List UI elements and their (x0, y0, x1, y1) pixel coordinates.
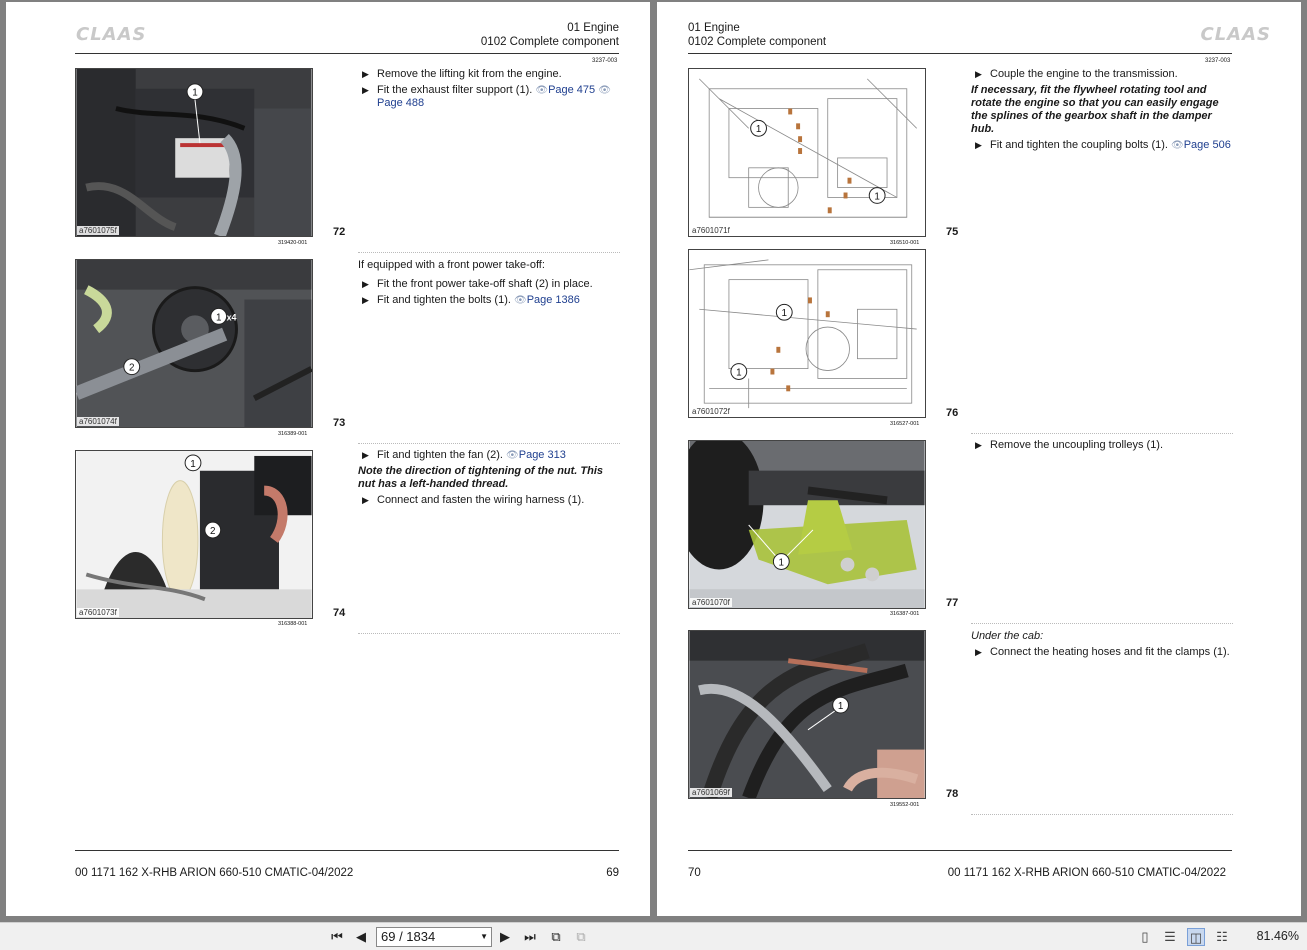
figure-76 (688, 249, 926, 418)
header-chapter: 01 Engine (567, 22, 619, 34)
step-number: 77 (946, 597, 959, 609)
header-section: 0102 Complete component (480, 36, 619, 48)
step-separator (358, 252, 620, 253)
step-74-text (358, 449, 620, 510)
figure-74 (75, 450, 313, 619)
triangle-bullet-icon: ▶ (975, 69, 982, 79)
step-78-text (971, 630, 1233, 662)
triangle-bullet-icon: ▶ (975, 647, 982, 657)
figure-78 (688, 630, 926, 799)
svg-text:1: 1 (736, 367, 742, 379)
instruction-bullet: ▶ Fit and tighten the bolts (1). 👁Page 1386 (362, 294, 580, 306)
figure-ref: 316510-001 (890, 240, 920, 246)
step-separator (358, 443, 620, 444)
figure-code: a7601072f (692, 407, 730, 416)
figure-ref: 316388-001 (278, 621, 308, 627)
triangle-bullet-icon: ▶ (975, 140, 982, 150)
svg-text:1: 1 (215, 312, 222, 324)
svg-text:x4: x4 (226, 312, 237, 323)
tractor-photo-77 (689, 441, 925, 608)
facing-pages-icon[interactable]: ◫ (1187, 928, 1205, 946)
note-text: Note the direction of tightening of the nut. This nut has a left-handed thread. (358, 465, 604, 490)
triangle-bullet-icon: ▶ (362, 279, 369, 289)
footer-doc: 00 1171 162 X-RHB ARION 660-510 CMATIC-04/2022 (947, 867, 1226, 879)
instruction-bullet: ▶ Fit and tighten the coupling bolts (1). 👁Page 506 (975, 139, 1231, 151)
figure-code: a7601071f (692, 226, 730, 235)
doc-reference: 3237-003 (592, 58, 618, 64)
step-number: 74 (333, 607, 346, 619)
page-indicator: 69 / 1834 (381, 929, 436, 944)
doc-reference: 3237-003 (1205, 58, 1231, 64)
page-number-input[interactable] (376, 927, 492, 947)
svg-text:1: 1 (874, 191, 880, 203)
figure-ref: 319552-001 (890, 802, 920, 808)
svg-text:1: 1 (781, 308, 788, 320)
skip-last-icon[interactable]: ⏭ (524, 929, 536, 944)
svg-text:1: 1 (192, 87, 198, 99)
figure-code: a7601070f (692, 598, 730, 607)
eye-icon: 👁 (506, 450, 519, 461)
single-page-icon[interactable]: ▯ (1141, 929, 1149, 944)
step-separator (971, 433, 1233, 434)
figure-73 (75, 259, 313, 428)
triangle-bullet-icon: ▶ (362, 295, 369, 305)
footer-page-number: 70 (688, 867, 701, 879)
engine-photo-73 (76, 260, 312, 427)
claas-logo: CLAAS (76, 24, 147, 45)
page-70 (657, 2, 1301, 916)
drawing-75 (689, 69, 925, 236)
figure-77 (688, 440, 926, 609)
viewer-toolbar (0, 922, 1307, 950)
figure-ref: 319420-001 (278, 240, 308, 246)
figure-ref: 316387-001 (890, 611, 920, 617)
step-separator (358, 633, 620, 634)
skip-first-icon[interactable]: ⏮ (331, 929, 343, 944)
step-separator (971, 814, 1233, 815)
figure-72 (75, 68, 313, 237)
header-section: 0102 Complete component (688, 36, 827, 48)
engine-photo-74 (76, 451, 312, 618)
svg-text:2: 2 (128, 362, 135, 374)
triangle-bullet-icon: ▶ (975, 440, 982, 450)
step-number: 76 (946, 407, 959, 419)
step-number: 73 (333, 417, 346, 429)
instruction-bullet: ▶ Remove the uncoupling trolleys (1). (975, 439, 1164, 451)
instruction-bullet: ▶ Remove the lifting kit from the engine. (362, 68, 562, 80)
page-link[interactable]: Page 1386 (526, 294, 580, 306)
instruction-bullet: ▶ Couple the engine to the transmission. (975, 68, 1178, 80)
location-text: Under the cab: (971, 630, 1044, 642)
header-rule (75, 53, 619, 54)
prev-icon[interactable]: ◀ (356, 929, 366, 944)
svg-text:2: 2 (210, 526, 216, 538)
svg-text:1: 1 (778, 557, 785, 569)
figure-code: a7601074f (79, 417, 117, 426)
engine-photo-72 (76, 69, 312, 236)
chevron-down-icon[interactable]: ▼ (480, 932, 488, 941)
footer-rule (75, 850, 619, 851)
instruction-bullet: ▶ Fit the exhaust filter support (1). 👁Page 475 👁Page 488 (362, 84, 611, 109)
triangle-bullet-icon: ▶ (362, 450, 369, 460)
figure-ref: 316527-001 (890, 421, 920, 427)
step-separator (971, 623, 1233, 624)
instruction-bullet: ▶ Fit the front power take-off shaft (2) in place. (362, 278, 593, 290)
page-header (688, 21, 826, 49)
step-number: 75 (946, 226, 959, 238)
eye-icon: 👁 (598, 85, 611, 96)
page-link[interactable]: Page 488 (377, 97, 425, 109)
page-header (481, 21, 619, 49)
figure-code: a7601069f (692, 788, 730, 797)
eye-icon: 👁 (535, 85, 549, 96)
footer-page-number: 69 (606, 867, 619, 879)
svg-text:1: 1 (755, 124, 762, 136)
header-rule (688, 53, 1232, 54)
figure-75 (688, 68, 926, 237)
header-chapter: 01 Engine (688, 22, 740, 34)
instruction-bullet: ▶ Connect and fasten the wiring harness (1). (362, 494, 585, 506)
triangle-bullet-icon: ▶ (362, 495, 369, 505)
zoom-level[interactable]: 81.46% (1256, 929, 1299, 943)
figure-code: a7601075f (79, 226, 117, 235)
footer-rule (688, 850, 1232, 851)
step-75-text (971, 68, 1233, 155)
instruction-bullet: ▶ Connect the heating hoses and fit the clamps (1). (975, 646, 1230, 658)
next-view-icon[interactable]: ⧉ (576, 929, 586, 944)
page-link[interactable]: Page 313 (518, 449, 566, 461)
eye-icon: 👁 (513, 295, 527, 306)
previous-view-icon[interactable]: ⧉ (551, 929, 561, 944)
claas-logo: CLAAS (1200, 24, 1271, 45)
instruction-bullet: ▶ Fit and tighten the fan (2). 👁Page 313 (362, 449, 566, 461)
continuous-page-icon[interactable]: ☰ (1164, 929, 1176, 944)
svg-text:1: 1 (837, 701, 844, 713)
eye-icon: 👁 (1171, 140, 1184, 151)
page-69 (6, 2, 650, 916)
condition-text: If equipped with a front power take-off: (358, 259, 545, 271)
triangle-bullet-icon: ▶ (362, 85, 369, 95)
figure-code: a7601073f (79, 608, 117, 617)
drawing-76 (689, 250, 925, 417)
footer-doc: 00 1171 162 X-RHB ARION 660-510 CMATIC-04/2022 (75, 867, 354, 879)
figure-ref: 316389-001 (278, 431, 308, 437)
note-text: If necessary, fit the flywheel rotating tool and rotate the engine so that you can easily engage the splines of the gearbox shaft in the damper hub. (971, 84, 1219, 135)
next-icon[interactable]: ▶ (500, 929, 510, 944)
step-number: 78 (946, 788, 959, 800)
step-77-text (971, 439, 1233, 455)
page-link[interactable]: Page 506 (1183, 139, 1231, 151)
hose-photo-78 (689, 631, 925, 798)
step-number: 72 (333, 226, 346, 238)
triangle-bullet-icon: ▶ (362, 69, 369, 79)
svg-text:1: 1 (190, 458, 196, 470)
step-72-text (358, 68, 620, 113)
continuous-facing-icon[interactable]: ☷ (1216, 929, 1228, 944)
page-link[interactable]: Page 475 (548, 84, 596, 96)
step-73-text (358, 259, 620, 310)
